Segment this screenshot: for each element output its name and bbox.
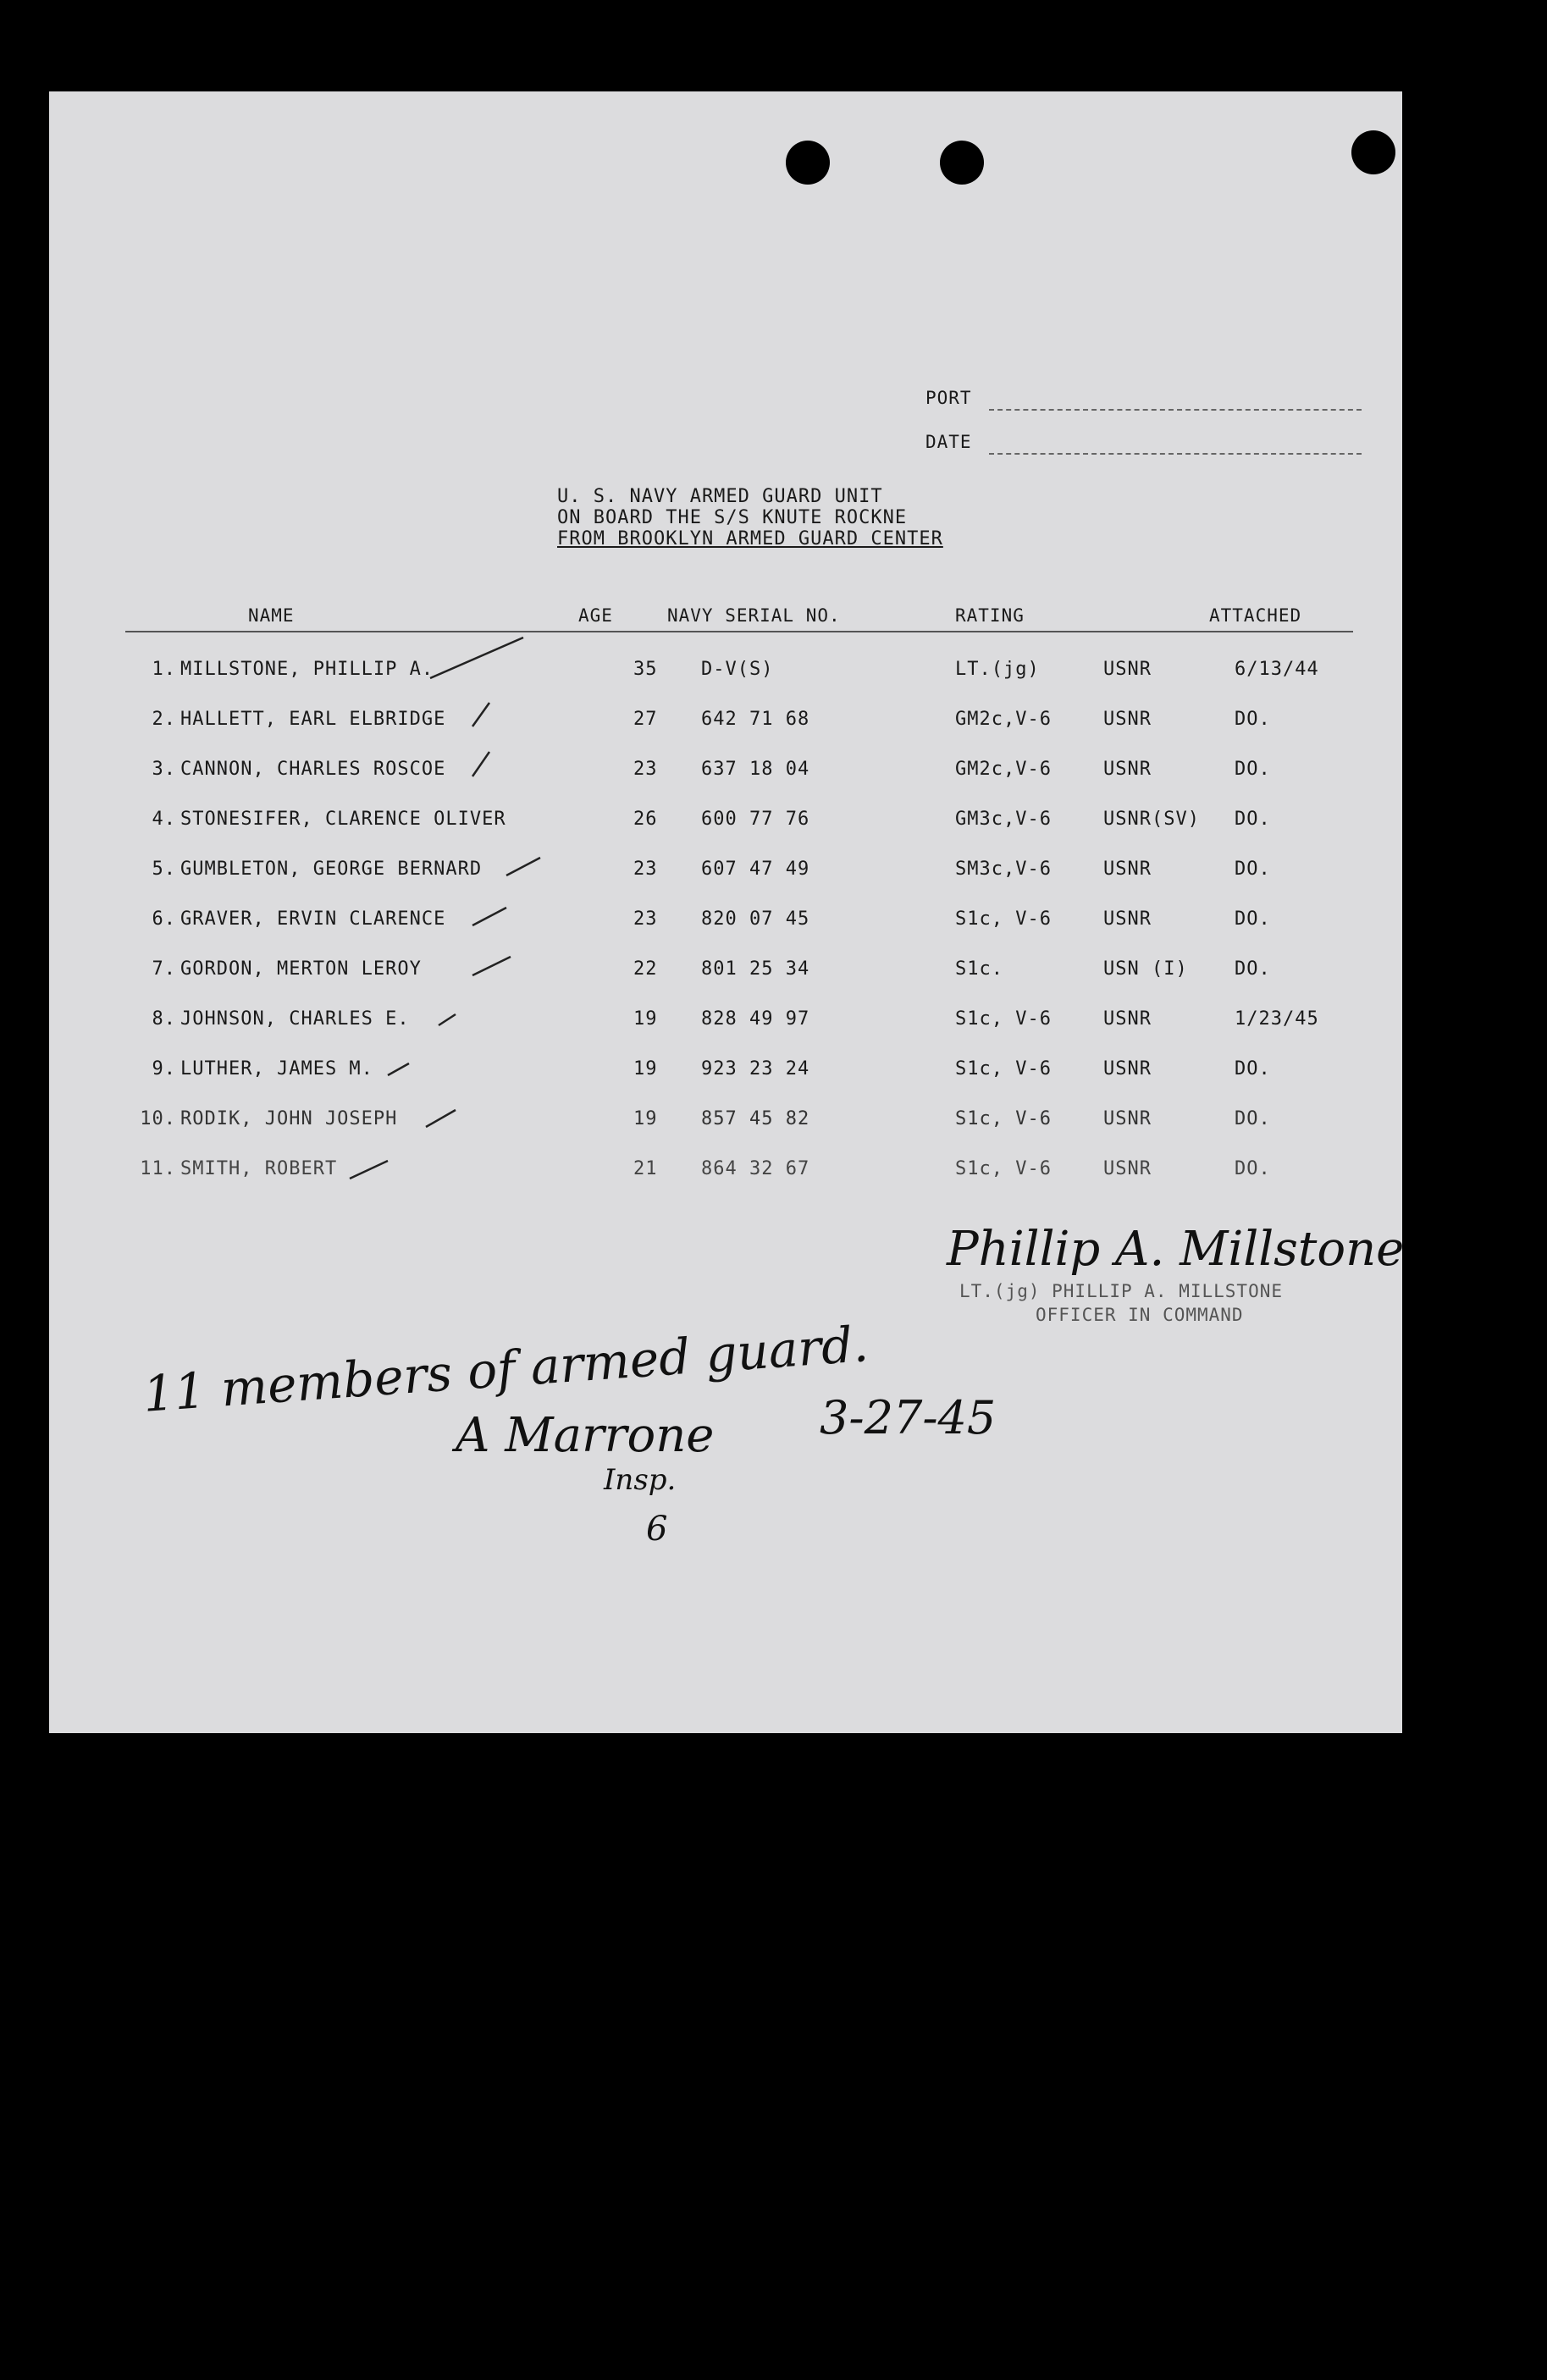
port-label: PORT: [925, 388, 972, 408]
inspection-date: 3-27-45: [820, 1391, 997, 1444]
row-attached: DO.: [1235, 908, 1271, 930]
row-attached: DO.: [1235, 1108, 1271, 1129]
row-name: GORDON, MERTON LEROY: [180, 958, 422, 980]
row-number: 11.: [140, 1158, 176, 1179]
row-serial: 607 47 49: [701, 859, 810, 880]
row-rating: S1c.: [955, 958, 1003, 980]
row-age: 19: [633, 1108, 658, 1129]
row-serial: 857 45 82: [701, 1108, 810, 1129]
row-serial: 820 07 45: [701, 908, 810, 930]
col-attached: ATTACHED: [1209, 605, 1302, 626]
signer-title: OFFICER IN COMMAND: [1036, 1305, 1244, 1325]
row-attached: 1/23/45: [1235, 1008, 1319, 1030]
row-unit: USNR: [1103, 1158, 1152, 1179]
row-attached: DO.: [1235, 958, 1271, 980]
row-rating: S1c, V-6: [955, 1108, 1052, 1129]
row-name: HALLETT, EARL ELBRIDGE: [180, 709, 446, 730]
row-unit: USN (I): [1103, 958, 1188, 980]
row-unit: USNR: [1103, 1008, 1152, 1030]
row-unit: USNR: [1103, 1108, 1152, 1129]
row-age: 23: [633, 759, 658, 780]
heading-line-1: U. S. NAVY ARMED GUARD UNIT: [557, 486, 883, 507]
row-number: 10.: [140, 1108, 176, 1129]
row-age: 22: [633, 958, 658, 980]
signer-name: LT.(jg) PHILLIP A. MILLSTONE: [959, 1281, 1284, 1301]
row-unit: USNR: [1103, 659, 1152, 680]
row-number: 4.: [152, 809, 176, 830]
col-name: NAME: [248, 605, 295, 626]
row-serial: 864 32 67: [701, 1158, 810, 1179]
row-age: 23: [633, 908, 658, 930]
row-rating: S1c, V-6: [955, 1058, 1052, 1080]
row-attached: DO.: [1235, 809, 1271, 830]
row-number: 8.: [152, 1008, 176, 1030]
row-age: 26: [633, 809, 658, 830]
row-number: 1.: [152, 659, 176, 680]
row-age: 19: [633, 1008, 658, 1030]
heading-line-3: FROM BROOKLYN ARMED GUARD CENTER: [557, 528, 943, 549]
row-number: 2.: [152, 709, 176, 730]
inspector-title: Insp.: [604, 1463, 677, 1497]
row-unit: USNR: [1103, 759, 1152, 780]
row-age: 35: [633, 659, 658, 680]
date-label: DATE: [925, 432, 972, 452]
signature: Phillip A. Millstone: [947, 1222, 1405, 1277]
row-number: 7.: [152, 958, 176, 980]
row-attached: DO.: [1235, 759, 1271, 780]
row-age: 23: [633, 859, 658, 880]
row-serial: 637 18 04: [701, 759, 810, 780]
row-name: LUTHER, JAMES M.: [180, 1058, 373, 1080]
row-unit: USNR(SV): [1103, 809, 1200, 830]
col-age: AGE: [578, 605, 613, 626]
row-attached: DO.: [1235, 859, 1271, 880]
row-rating: SM3c,V-6: [955, 859, 1052, 880]
row-rating: S1c, V-6: [955, 1158, 1052, 1179]
heading-line-2: ON BOARD THE S/S KNUTE ROCKNE: [557, 507, 908, 528]
row-rating: GM3c,V-6: [955, 809, 1052, 830]
row-age: 21: [633, 1158, 658, 1179]
row-number: 5.: [152, 859, 176, 880]
row-rating: GM2c,V-6: [955, 759, 1052, 780]
row-rating: S1c, V-6: [955, 908, 1052, 930]
document-page: [49, 91, 1405, 1733]
page-number: 6: [646, 1510, 668, 1549]
handwritten-note: 11 members of armed guard.: [141, 1315, 870, 1423]
row-unit: USNR: [1103, 859, 1152, 880]
row-serial: 600 77 76: [701, 809, 810, 830]
row-age: 19: [633, 1058, 658, 1080]
row-serial: 801 25 34: [701, 958, 810, 980]
row-serial: D-V(S): [701, 659, 774, 680]
row-unit: USNR: [1103, 709, 1152, 730]
row-name: GUMBLETON, GEORGE BERNARD: [180, 859, 483, 880]
row-rating: LT.(jg): [955, 659, 1040, 680]
row-name: STONESIFER, CLARENCE OLIVER: [180, 809, 506, 830]
row-serial: 923 23 24: [701, 1058, 810, 1080]
row-name: JOHNSON, CHARLES E.: [180, 1008, 410, 1030]
row-number: 6.: [152, 908, 176, 930]
row-name: SMITH, ROBERT: [180, 1158, 338, 1179]
row-attached: DO.: [1235, 709, 1271, 730]
row-age: 27: [633, 709, 658, 730]
row-serial: 828 49 97: [701, 1008, 810, 1030]
row-unit: USNR: [1103, 908, 1152, 930]
col-serial: NAVY SERIAL NO.: [667, 605, 841, 626]
row-attached: DO.: [1235, 1058, 1271, 1080]
col-rating: RATING: [955, 605, 1025, 626]
row-rating: S1c, V-6: [955, 1008, 1052, 1030]
row-unit: USNR: [1103, 1058, 1152, 1080]
row-serial: 642 71 68: [701, 709, 810, 730]
row-number: 9.: [152, 1058, 176, 1080]
row-name: CANNON, CHARLES ROSCOE: [180, 759, 446, 780]
inspector-signature: A Marrone: [456, 1408, 715, 1463]
check-marks: [49, 91, 1405, 1733]
row-name: RODIK, JOHN JOSEPH: [180, 1108, 398, 1129]
row-rating: GM2c,V-6: [955, 709, 1052, 730]
row-attached: DO.: [1235, 1158, 1271, 1179]
row-number: 3.: [152, 759, 176, 780]
row-name: MILLSTONE, PHILLIP A.: [180, 659, 434, 680]
row-attached: 6/13/44: [1235, 659, 1319, 680]
row-name: GRAVER, ERVIN CLARENCE: [180, 908, 446, 930]
